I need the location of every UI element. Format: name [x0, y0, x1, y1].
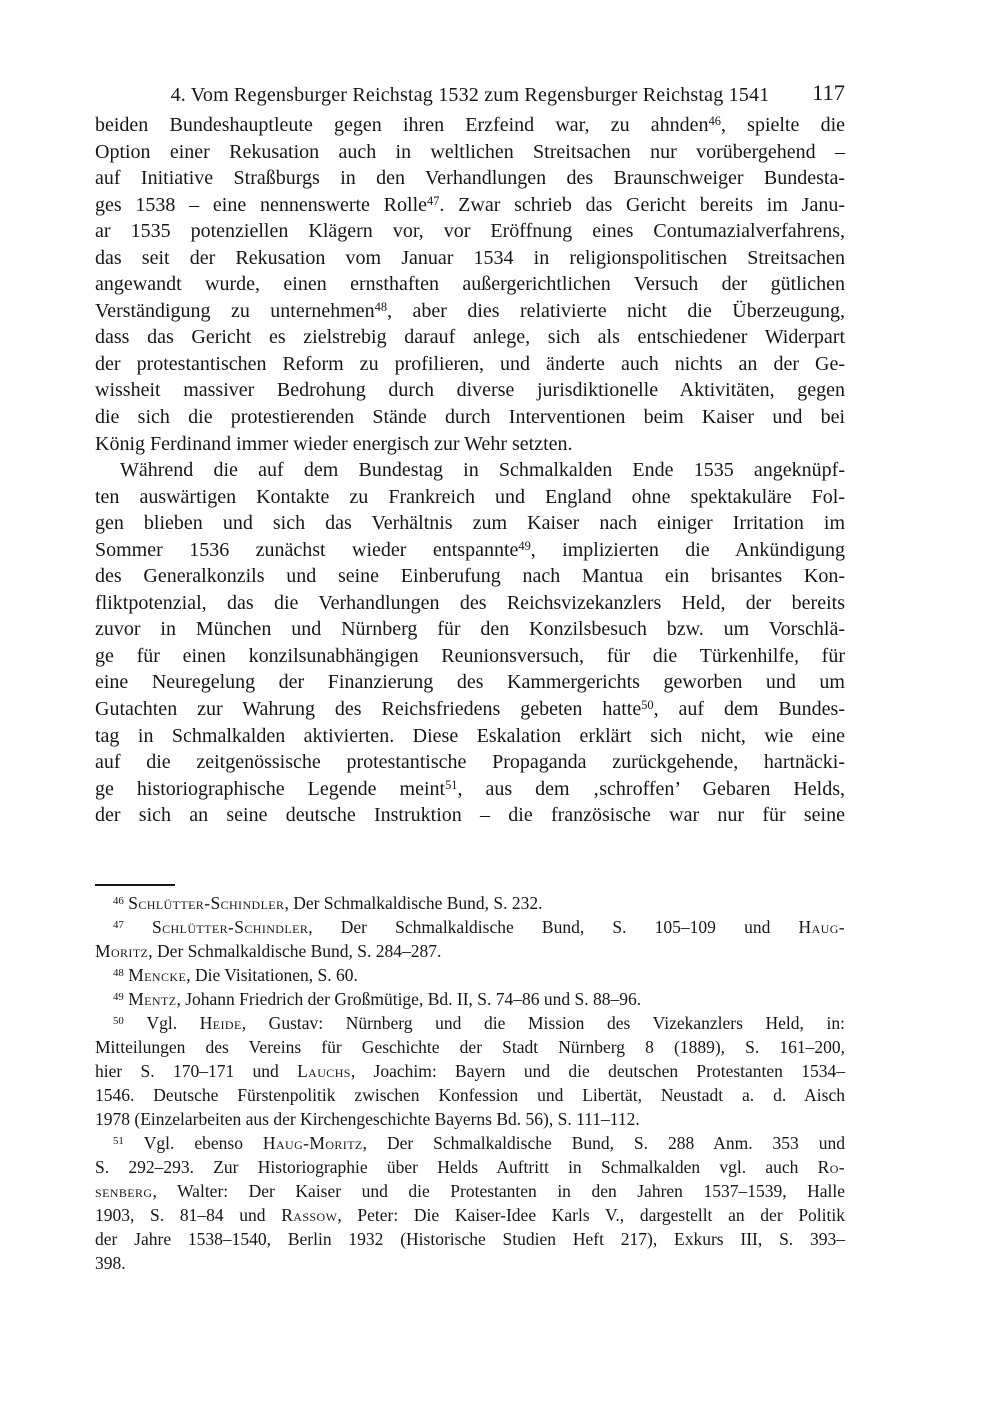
text-line: auf Initiative Straßburgs in den Verhandlungen des Braunschweiger Bundesta-: [95, 167, 845, 190]
footnote-line: 398.: [95, 1253, 126, 1273]
footnote-number: 49: [113, 991, 124, 1004]
footnote-line: Moritz, Der Schmalkaldische Bund, S. 284–287.: [95, 941, 442, 961]
body-text: [95, 112, 845, 829]
text-line: der protestantischen Reform zu profilieren, und änderte auch nichts an der Ge-: [95, 352, 845, 375]
footnote-line: der Jahre 1538–1540, Berlin 1932 (Historische Studien Heft 217), Exkurs III, S. 393–: [95, 1229, 845, 1249]
text-line: zuvor in München und Nürnberg für den Konzilsbesuch bzw. um Vorschlä-: [95, 618, 845, 641]
text-line: das seit der Rekusation vom Januar 1534 in religionspolitischen Streitsachen: [95, 246, 845, 269]
text-line: auf die zeitgenössische protestantische Propaganda zurückgehende, hartnäcki-: [95, 751, 845, 774]
text-line: Gutachten zur Wahrung des Reichsfriedens gebeten hatte$^{50}$, auf dem Bundes-: [95, 698, 845, 721]
person-name: Mentz: [128, 989, 177, 1009]
footnote-51: [95, 1131, 845, 1275]
person-name: Ro-: [817, 1157, 845, 1177]
paragraph: [95, 457, 845, 829]
footnote-line: $^{49}$ Mentz, Johann Friedrich der Großmütige, Bd. II, S. 74–86 und S. 88–96.: [113, 989, 642, 1009]
footnote-47: [95, 915, 845, 963]
text-line: beiden Bundeshauptleute gegen ihren Erzfeind war, zu ahnden$^{46}$, spielte die: [95, 114, 846, 136]
text-line: ten auswärtigen Kontakte zu Frankreich und England ohne spektakuläre Fol-: [95, 485, 845, 508]
text-line: tag in Schmalkalden aktivierten. Diese Eskalation erklärt sich nicht, wie eine: [95, 724, 845, 747]
person-name: Rassow: [281, 1205, 338, 1225]
footnote-line: 1546. Deutsche Fürstenpolitik zwischen Konfession und Libertät, Neustadt a. d. Aisch: [95, 1085, 845, 1105]
person-name: Mencke: [128, 965, 187, 985]
footnote-line: $^{48}$ Mencke, Die Visitationen, S. 60.: [113, 965, 358, 985]
person-name: Schlütter-Schindler: [152, 917, 309, 937]
text-line: ges 1538 – eine nennenswerte Rolle$^{47}$. Zwar schrieb das Gericht bereits im Janu-: [95, 193, 845, 216]
footnote-ref: 51: [445, 778, 458, 793]
person-name: Lauchs: [297, 1061, 351, 1081]
footnote-number: 48: [113, 967, 124, 980]
paragraph: [95, 112, 845, 457]
text-line: Option einer Rekusation auch in weltlichen Streitsachen nur vorübergehend –: [95, 140, 845, 163]
footnote-line: $^{50}$ Vgl. Heide, Gustav: Nürnberg und die Mission des Vizekanzlers Held, in:: [113, 1013, 846, 1033]
footnote-number: 46: [113, 895, 124, 908]
footnotes: [95, 891, 845, 1275]
footnote-separator: [95, 884, 175, 886]
footnote-ref: 48: [374, 300, 388, 315]
footnote-line: $^{46}$ Schlütter-Schindler, Der Schmalkaldische Bund, S. 232.: [113, 893, 543, 913]
footnote-49: [95, 987, 845, 1011]
text-line: ar 1535 potenziellen Klägern vor, vor Eröffnung eines Contumazialverfahrens,: [95, 220, 845, 243]
footnote-number: 51: [113, 1135, 124, 1148]
text-line: des Generalkonzils und seine Einberufung nach Mantua ein brisantes Kon-: [95, 565, 845, 588]
footnote-50: [95, 1011, 845, 1131]
text-line: Verständigung zu unternehmen$^{48}$, aber dies relativierte nicht die Überzeugung,: [95, 299, 845, 322]
footnote-line: $^{51}$ Vgl. ebenso Haug-Moritz, Der Schmalkaldische Bund, S. 288 Anm. 353 und: [113, 1133, 845, 1153]
text-line: fliktpotenzial, das die Verhandlungen des Reichsvizekanzlers Held, der bereits: [95, 591, 845, 614]
person-name: Haug-Moritz: [262, 1133, 363, 1153]
text-line: gen blieben und sich das Verhältnis zum Kaiser nach einiger Irritation im: [95, 512, 845, 535]
person-name: Heide: [199, 1013, 242, 1033]
text-line: eine Neuregelung der Finanzierung des Kammergerichts geworben und um: [95, 671, 845, 694]
footnote-line: senberg, Walter: Der Kaiser und die Protestanten in den Jahren 1537–1539, Halle: [95, 1181, 845, 1201]
footnote-ref: 47: [427, 194, 440, 209]
footnote-number: 47: [113, 919, 124, 932]
text-line: die sich die protestierenden Stände durch Interventionen beim Kaiser und bei: [95, 406, 845, 429]
footnote-46: [95, 891, 845, 915]
footnote-ref: 46: [708, 114, 721, 129]
person-name: senberg: [95, 1181, 153, 1201]
footnote-ref: 50: [641, 698, 654, 713]
footnote-number: 50: [113, 1015, 124, 1028]
text-line: Sommer 1536 zunächst wieder entspannte$^{49}$, implizierten die Ankündigung: [95, 538, 845, 561]
footnote-line: $^{47}$ Schlütter-Schindler, Der Schmalkaldische Bund, S. 105–109 und Haug-: [113, 917, 845, 937]
text-line: ge für einen konzilsunabhängigen Reunionsversuch, für die Türkenhilfe, für: [95, 644, 845, 667]
text-line: ge historiographische Legende meint$^{51}$, aus dem ‚schroffen’ Gebaren Helds,: [95, 777, 846, 800]
page-number: 117: [812, 80, 845, 105]
footnote-line: Mitteilungen des Vereins für Geschichte der Stadt Nürnberg 8 (1889), S. 161–200,: [95, 1037, 845, 1057]
person-name: Schlütter-Schindler: [128, 893, 285, 913]
footnote-48: [95, 963, 845, 987]
footnote-line: hier S. 170–171 und Lauchs, Joachim: Bayern und die deutschen Protestanten 1534–: [95, 1061, 845, 1081]
text-line: Während die auf dem Bundestag in Schmalkalden Ende 1535 angeknüpf-: [120, 459, 845, 482]
text-line: König Ferdinand immer wieder energisch zur Wehr setzten.: [95, 432, 573, 455]
chapter-heading: 4. Vom Regensburger Reichstag 1532 zum Regensburger Reichstag 1541: [170, 84, 770, 106]
text-line: der sich an seine deutsche Instruktion – die französische war nur für seine: [95, 804, 845, 827]
person-name: Moritz: [95, 941, 149, 961]
text-line: dass das Gericht es zielstrebig darauf anlege, sich als entschiedener Widerpart: [95, 326, 845, 349]
running-header: [95, 82, 845, 110]
footnote-line: S. 292–293. Zur Historiographie über Helds Auftritt in Schmalkalden vgl. auch Ro-: [95, 1157, 845, 1177]
footnote-line: 1903, S. 81–84 und Rassow, Peter: Die Kaiser-Idee Karls V., dargestellt an der Politik: [95, 1205, 846, 1225]
footnote-line: 1978 (Einzelarbeiten aus der Kirchengeschichte Bayerns Bd. 56), S. 111–112.: [95, 1109, 640, 1129]
footnote-ref: 49: [518, 539, 531, 554]
text-line: angewandt wurde, einen ernsthaften außergerichtlichen Versuch der gütlichen: [95, 273, 845, 296]
person-name: Haug-: [798, 917, 845, 937]
text-line: wissheit massiver Bedrohung durch diverse jurisdiktionelle Aktivitäten, gegen: [95, 379, 845, 402]
